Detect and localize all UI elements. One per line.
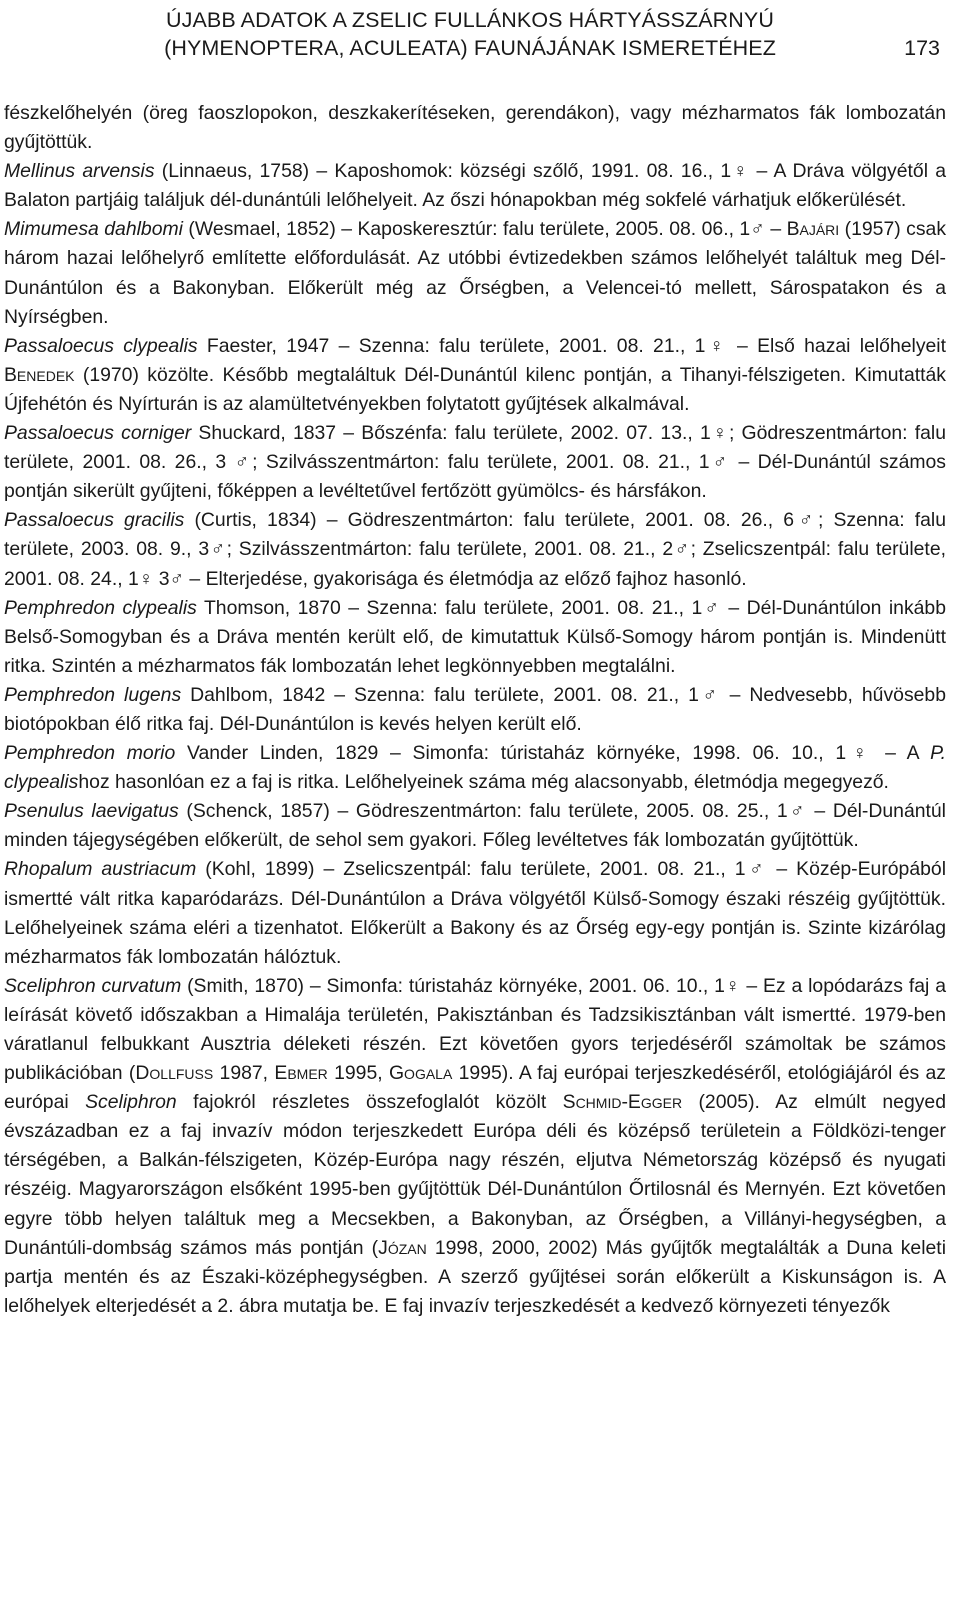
body-text: fajokról részletes összefoglalót közölt [176,1091,563,1114]
species-paragraph [4,215,946,331]
body-text: hoz hasonlóan ez a faj is ritka. Lelőhelyeinek száma még alacsonyabb, életmódja megegyező. [78,771,889,794]
body-text: 1995, [327,1062,389,1085]
italic-text: Rhopalum austriacum [4,858,197,881]
species-paragraph [4,855,946,971]
species-paragraph [4,99,946,157]
italic-text: Pemphredon clypealis [4,596,197,619]
body-text: Faester, 1947 – Szenna: falu területe, 2001. 08. 21., 1♀ – Első hazai lelőhelyeit [197,334,946,357]
body-text: (2005). Az elmúlt negyed évszázadban ez a faj invazív módon terjeszkedett Európa déli és középső területein a Földközi-tenger térségében, a Balkán-félszigeten, Közép-Európa nagy részén, eljutva Németország középső és nyugati részéig. Magyarországon elsőként 1995-ben gyűjtöttük Dél-Dunántúlon Őrtilosnál és Mernyén. Ezt követően egyre több helyen találtuk meg a Mecsekben, a Bakonyban, az Őrségben, a Villányi-hegységben, a Dunántúli-dombság számos más pontján ( [4,1091,947,1259]
author-name: Schmid-Egger [562,1091,683,1114]
running-title-line-2: (HYMENOPTERA, ACULEATA) FAUNÁJÁNAK ISMERETÉHEZ [164,36,776,60]
species-paragraph [4,739,946,797]
italic-text: Pemphredon morio [4,742,176,765]
species-paragraph [4,594,946,681]
author-name: Dollfuss [135,1062,214,1085]
body-text: 1987, [213,1062,275,1085]
body-text: fészkelőhelyén (öreg faoszlopokon, deszkakerítéseken, gerendákon), vagy mézharmatos fák lombozatán gyűjtöttük. [4,102,946,154]
body-text: (Curtis, 1834) – Gödreszentmárton: falu területe, 2001. 08. 26., 6♂; Szenna: falu területe, 2003. 08. 9., 3♂; Szilvásszentmárton: falu területe, 2001. 08. 21., 2♂; Zselicszentpál: falu területe, 2001. 08. 24., 1♀ 3♂ – Elterjedése, gyakorisága és életmódja az előző fajhoz hasonló. [4,509,946,590]
body-text: (Linnaeus, 1758) – Kaposhomok: községi szőlő, 1991. 08. 16., 1♀ – A Dráva völgyétől a Balaton partjáig találjuk dél-dunántúli lelőhelyeit. Az őszi hónapokban még sokfelé várhatjuk előkerülését. [4,160,946,212]
article-body [4,99,946,1321]
body-text: Vander Linden, 1829 – Simonfa: túristaház környéke, 1998. 06. 10., 1♀ – A [175,742,931,765]
author-name: Ebmer [274,1062,328,1085]
italic-text: Pemphredon lugens [4,683,182,706]
species-paragraph [4,157,946,215]
italic-text: P. clypealis [4,742,946,794]
running-title-line-1: ÚJABB ADATOK A ZSELIC FULLÁNKOS HÁRTYÁSSZÁRNYÚ [166,8,774,32]
author-name: Bajári [786,218,840,241]
body-text: Shuckard, 1837 – Bőszénfa: falu területe, 2002. 07. 13., 1♀; Gödreszentmárton: falu területe, 2001. 08. 26., 3 ♂; Szilvásszentmárton: falu területe, 2001. 08. 21., 1♂ – Dél-Dunántúl számos pontján sikerült gyűjteni, főképpen a levéltetűvel fertőzött gyümölcs- és hársfákon. [4,422,946,503]
body-text: (Schenck, 1857) – Gödreszentmárton: falu területe, 2005. 08. 25., 1♂ – Dél-Dunántúl minden tájegységében előkerült, de sehol sem gyakori. Főleg levéltetves fák lombozatán gyűjtöttük. [4,800,946,852]
running-header [0,0,960,80]
running-title [140,6,800,62]
italic-text: Sceliphron [85,1091,177,1114]
body-text: (1970) közölte. Később megtaláltuk Dél-Dunántúl kilenc pontján, a Tihanyi-félszigeten. Kimutatták Újfehétón és Nyírturán is az alamültetvényekben folytatott gyűjtések alkalmával. [4,363,946,415]
body-text: (Wesmael, 1852) – Kaposkeresztúr: falu területe, 2005. 08. 06., 1♂ – [182,218,787,241]
species-paragraph [4,797,946,855]
italic-text: Mellinus arvensis [4,160,155,183]
author-name: Józan [378,1236,427,1259]
body-text: Thomson, 1870 – Szenna: falu területe, 2001. 08. 21., 1♂ – Dél-Dunántúlon inkább Belső-Somogyban és a Dráva mentén került elő, de kimutattuk Külső-Somogy három pontján is. Mindenütt ritka. Szintén a mézharmatos fák lombozatán lehet legkönnyebben megtalálni. [4,596,946,677]
species-paragraph [4,332,946,419]
body-text: (Kohl, 1899) – Zselicszentpál: falu területe, 2001. 08. 21., 1♂ – Közép-Európából ismertté vált ritka kaparódarázs. Dél-Dunántúlon a Dráva völgyétől Külső-Somogy északi részéig gyűjtöttük. Lelőhelyeinek száma eléri a tizenhatot. Előkerült a Bakony és az Őrség egy-egy pontján is. Szinte kizárólag mézharmatos fák lombozatán hálóztuk. [4,858,946,968]
italic-text: Passaloecus clypealis [4,334,198,357]
species-paragraph [4,419,946,506]
body-text: (1957) csak három hazai lelőhelyrő említette előfordulását. Az utóbbi évtizedekben számos lelőhelyét találtuk meg Dél-Dunántúlon és a Bakonyban. Előkerült még az Őrségben, a Velencei-tó mellett, Sárospatakon és a Nyírségben. [4,218,947,328]
page-number: 173 [904,36,940,60]
italic-text: Sceliphron curvatum [4,974,182,997]
species-paragraph [4,972,946,1321]
italic-text: Psenulus laevigatus [4,800,179,823]
author-name: Gogala [388,1062,453,1085]
body-text: 1998, 2000, 2002) Más gyűjtők megtalálták a Duna keleti partja mentén és az Északi-középhegységben. A szerző gyűjtései során előkerült a Kiskunságon is. A lelőhelyek elterjedését a 2. ábra mutatja be. E faj invazív terjeszkedését a kedvező környezeti tényezők [4,1236,947,1317]
species-paragraph [4,681,946,739]
body-text: 1995). A faj európai terjeszkedéséről, etológiájáról és az európai [4,1062,946,1114]
italic-text: Mimumesa dahlbomi [4,218,183,241]
author-name: Benedek [4,363,75,386]
body-text: (Smith, 1870) – Simonfa: túristaház környéke, 2001. 06. 10., 1♀ – Ez a lopódarázs faj a leírását követő időszakban a Himalája területén, Pakisztánban és Tadzsikisztánban vált ismertté. 1979-ben váratlanul felbukkant Ausztria déleketi részén. Ezt követően gyors terjedéséről számoltak be számos publikációban ( [4,974,946,1085]
species-paragraph [4,506,946,593]
italic-text: Passaloecus corniger [4,422,192,445]
body-text: Dahlbom, 1842 – Szenna: falu területe, 2001. 08. 21., 1♂ – Nedvesebb, hűvösebb biotópokban élő ritka faj. Dél-Dunántúlon is kevés helyen került elő. [4,683,946,735]
italic-text: Passaloecus gracilis [4,509,185,532]
